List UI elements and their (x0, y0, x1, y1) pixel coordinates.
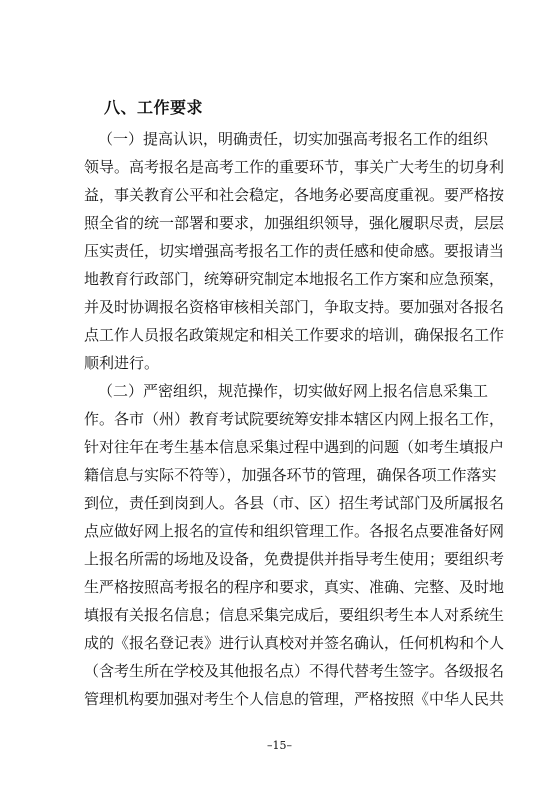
paragraph-line: 管理机构要加强对考生个人信息的管理，严格按照《中华人民共 (84, 690, 505, 708)
paragraph-line: 上报名所需的场地及设备，免费提供并指导考生使用；要组织考 (84, 550, 505, 568)
paragraph-line: 并及时协调报名资格审核相关部门，争取支持。要加强对各报名 (84, 298, 505, 316)
paragraph-line: 顺利进行。 (84, 354, 160, 372)
paragraph-line: 填报有关报名信息；信息采集完成后，要组织考生本人对系统生 (84, 606, 505, 624)
paragraph-line: 作。各市（州）教育考试院要统筹安排本辖区内网上报名工作， (84, 410, 505, 428)
paragraph-line: 压实责任，切实增强高考报名工作的责任感和使命感。要报请当 (84, 242, 505, 260)
paragraph-line: 成的《报名登记表》进行认真校对并签名确认，任何机构和个人 (84, 634, 505, 652)
paragraph-line: 领导。高考报名是高考工作的重要环节，事关广大考生的切身利 (84, 158, 505, 176)
paragraph-line: 益，事关教育公平和社会稳定，各地务必要高度重视。要严格按 (84, 186, 505, 204)
paragraph-line: 针对往年在考生基本信息采集过程中遇到的问题（如考生填报户 (84, 438, 505, 456)
section-heading: 八、工作要求 (104, 98, 204, 117)
paragraph-line: 籍信息与实际不符等），加强各环节的管理，确保各项工作落实 (84, 466, 497, 484)
paragraph-line: 地教育行政部门，统筹研究制定本地报名工作方案和应急预案， (84, 270, 505, 288)
paragraph-line: 照全省的统一部署和要求，加强组织领导，强化履职尽责，层层 (84, 214, 505, 232)
page-number: –15– (267, 739, 292, 752)
paragraph-line: （二）严密组织，规范操作，切实做好网上报名信息采集工 (98, 382, 489, 400)
paragraph-line: 生严格按照高考报名的程序和要求，真实、准确、完整、及时地 (84, 578, 505, 596)
paragraph-line: （一）提高认识，明确责任，切实加强高考报名工作的组织 (98, 130, 489, 148)
paragraph-line: 点应做好网上报名的宣传和组织管理工作。各报名点要准备好网 (84, 522, 505, 540)
paragraph-line: 到位，责任到岗到人。各县（市、区）招生考试部门及所属报名 (84, 494, 505, 512)
paragraph-line: 点工作人员报名政策规定和相关工作要求的培训，确保报名工作 (84, 326, 505, 344)
paragraph-line: （含考生所在学校及其他报名点）不得代替考生签字。各级报名 (84, 662, 505, 680)
